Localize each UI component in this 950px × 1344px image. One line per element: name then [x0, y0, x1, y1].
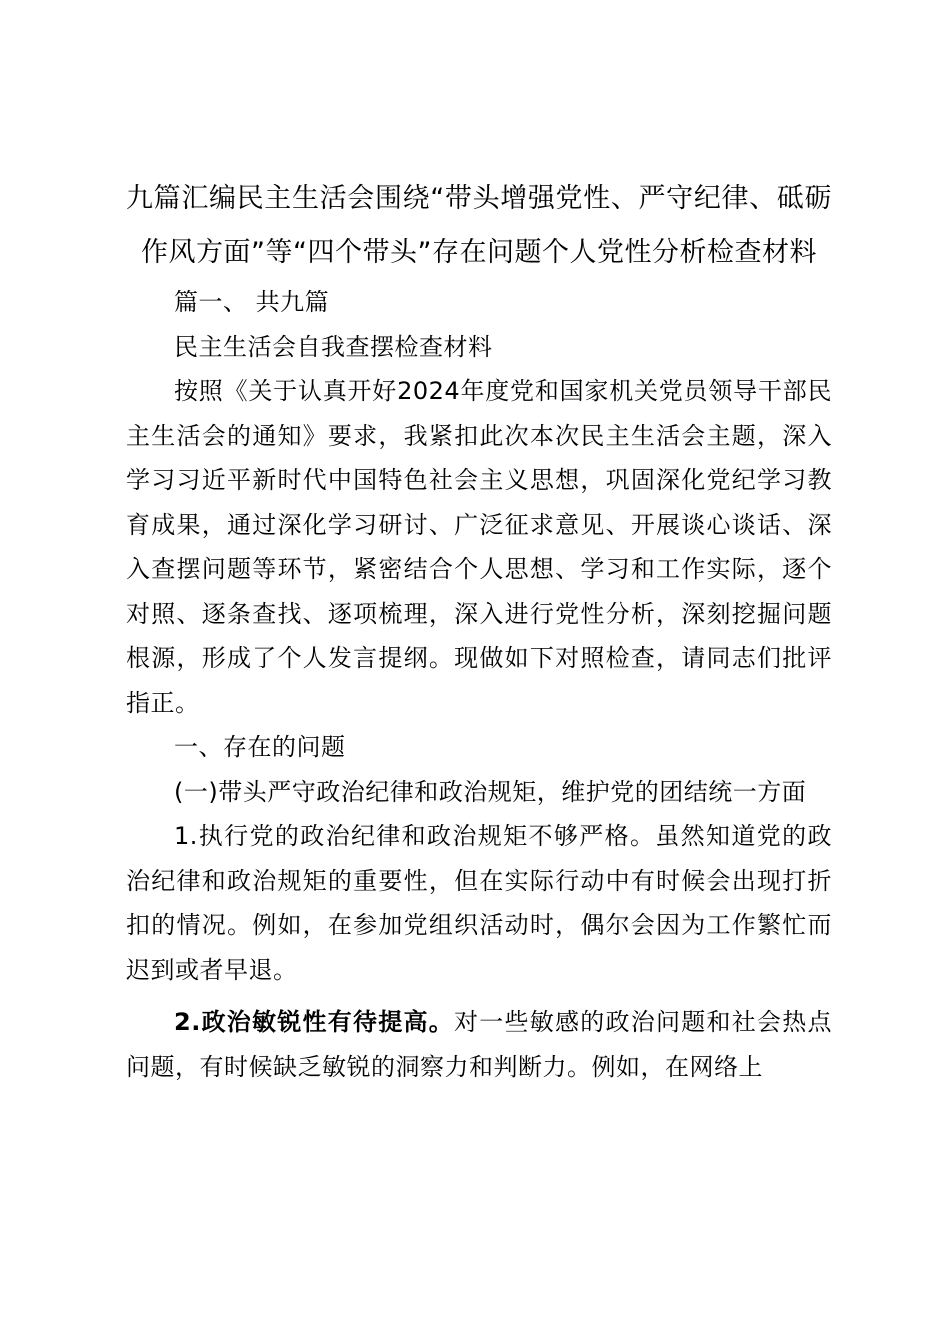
paragraph-item-1: 1.执行党的政治纪律和政治规矩不够严格。虽然知道党的政治纪律和政治规矩的重要性，但在实际行动中有时候会出现打折扣的情况。例如，在参加党组织活动时，偶尔会因为工作繁忙而迟到或者早退。 [126, 822, 832, 984]
document-body [126, 172, 832, 1089]
paragraph-item-2 [126, 1000, 832, 1089]
paragraph-subtitle: 民主生活会自我查摆检查材料 [174, 332, 493, 361]
paragraph-heading-problems: 一、存在的问题 [174, 733, 346, 761]
paragraph-intro: 按照《关于认真开好2024年度党和国家机关党员领导干部民主生活会的通知》要求，我紧扣此次本次民主生活会主题，深入学习习近平新时代中国特色社会主义思想，巩固深化党纪学习教育成果，通过深化学习研讨、广泛征求意见、开展谈心谈话、深入查摆问题等环节，紧密结合个人思想、学习和工作实际，逐个对照、逐条查找、逐项梳理，深入进行党性分析，深刻挖掘问题根源，形成了个人发言提纲。现做如下对照检查，请同志们批评指正。 [126, 377, 832, 717]
item-2-lead: 2.政治敏锐性有待提高。 [174, 1008, 455, 1036]
item-2-text: 对一些敏感的政治问题和社会热点问题，有时候缺乏敏锐的洞察力和判断力。例如，在网络上 [126, 1008, 832, 1081]
paragraph-section-label: 篇一、 共九篇 [174, 288, 330, 316]
paragraph-subheading-one: (一)带头严守政治纪律和政治规矩，维护党的团结统一方面 [174, 777, 807, 806]
document-title: 九篇汇编民主生活会围绕“带头增强党性、严守纪律、砥砺作风方面”等“四个带头”存在问题个人党性分析检查材料 [126, 183, 832, 268]
